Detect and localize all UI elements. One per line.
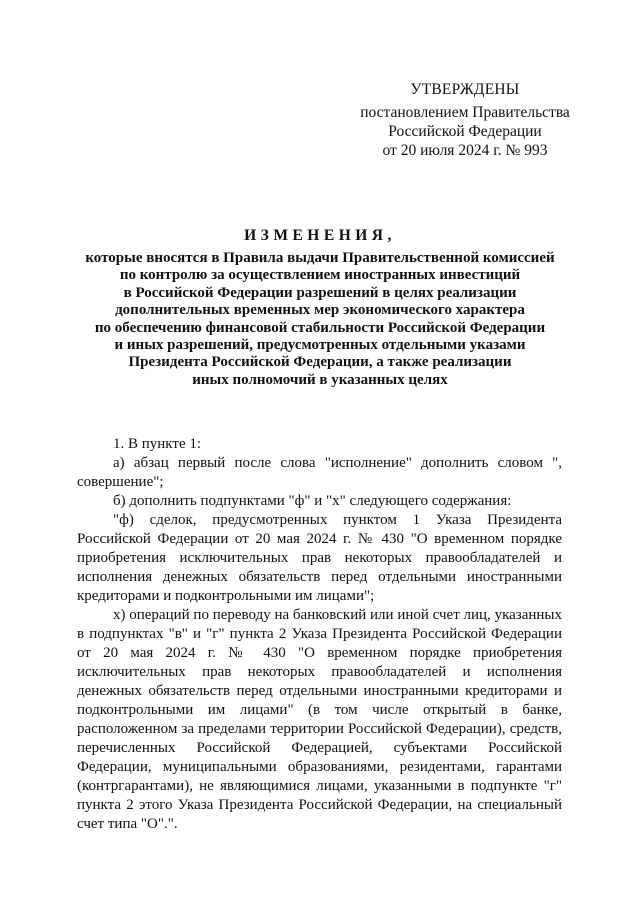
subtitle-line: дополнительных временных мер экономического характера (115, 302, 525, 319)
approval-block (330, 80, 600, 160)
subtitle-line: которые вносятся в Правила выдачи Правительственной комиссией (85, 250, 555, 266)
paragraph-subitem-b: б) дополнить подпунктами "ф" и "х" следующего содержания: (113, 493, 512, 509)
subtitle-line: Президента Российской Федерации, а также реализации (128, 354, 512, 371)
document-title: ИЗМЕНЕНИЯ, (244, 227, 396, 244)
document-subtitle (60, 250, 580, 389)
subtitle-line: по контролю за осуществлением иностранных инвестиций (119, 267, 521, 284)
approval-line-3: от 20 июля 2024 г. № 993 (382, 142, 548, 159)
subtitle-line: по обеспечению финансовой стабильности Российской Федерации (94, 319, 546, 336)
subtitle-line: и иных разрешений, предусмотренных отдельными указами (114, 337, 526, 354)
paragraph-subitem-kh: х) операций по переводу на банковский или иной счет лиц, указанных в подпунктах "в" и "г" пункта 2 Указа Президента Российской Федерации от 20 мая 2024 г. № 430 "О временном порядке приобретения исключительных прав некоторых правообладателей и исполнения денежных обязательств перед отдельными иностранными кредиторами и подконтрольными им лицами" (в том числе открытый в банке, расположенном за пределами территории Российской Федерации), средств, перечисленных Российской Федерацией, субъектами Российской Федерации, муниципальными образованиями, резидентами, гарантами (контргарантами), не являющимися лицами, указанными в подпункте "г" пункта 2 этого Указа Президента Российской Федерации, на специальный счет типа "О".". (77, 607, 562, 832)
paragraph-item-1: 1. В пункте 1: (113, 436, 202, 452)
subtitle-line: иных полномочий в указанных целях (192, 371, 448, 388)
subtitle-line: в Российской Федерации разрешений в целях реализации (123, 284, 517, 301)
approval-heading: УТВЕРЖДЕНЫ (410, 81, 520, 98)
paragraph-subitem-f: "ф) сделок, предусмотренных пунктом 1 Указа Президента Российской Федерации от 20 мая 2024 г. № 430 "О временном порядке приобретения исключительных прав некоторых правообладателей и исполнения денежных обязательств перед отдельными иностранными кредиторами и подконтрольными им лицами"; (77, 512, 562, 604)
document-body (77, 435, 562, 834)
approval-line-1: постановлением Правительства (360, 104, 570, 121)
paragraph-subitem-a: а) абзац первый после слова "исполнение" дополнить словом ", совершение"; (77, 455, 562, 490)
approval-line-2: Российской Федерации (388, 123, 542, 140)
